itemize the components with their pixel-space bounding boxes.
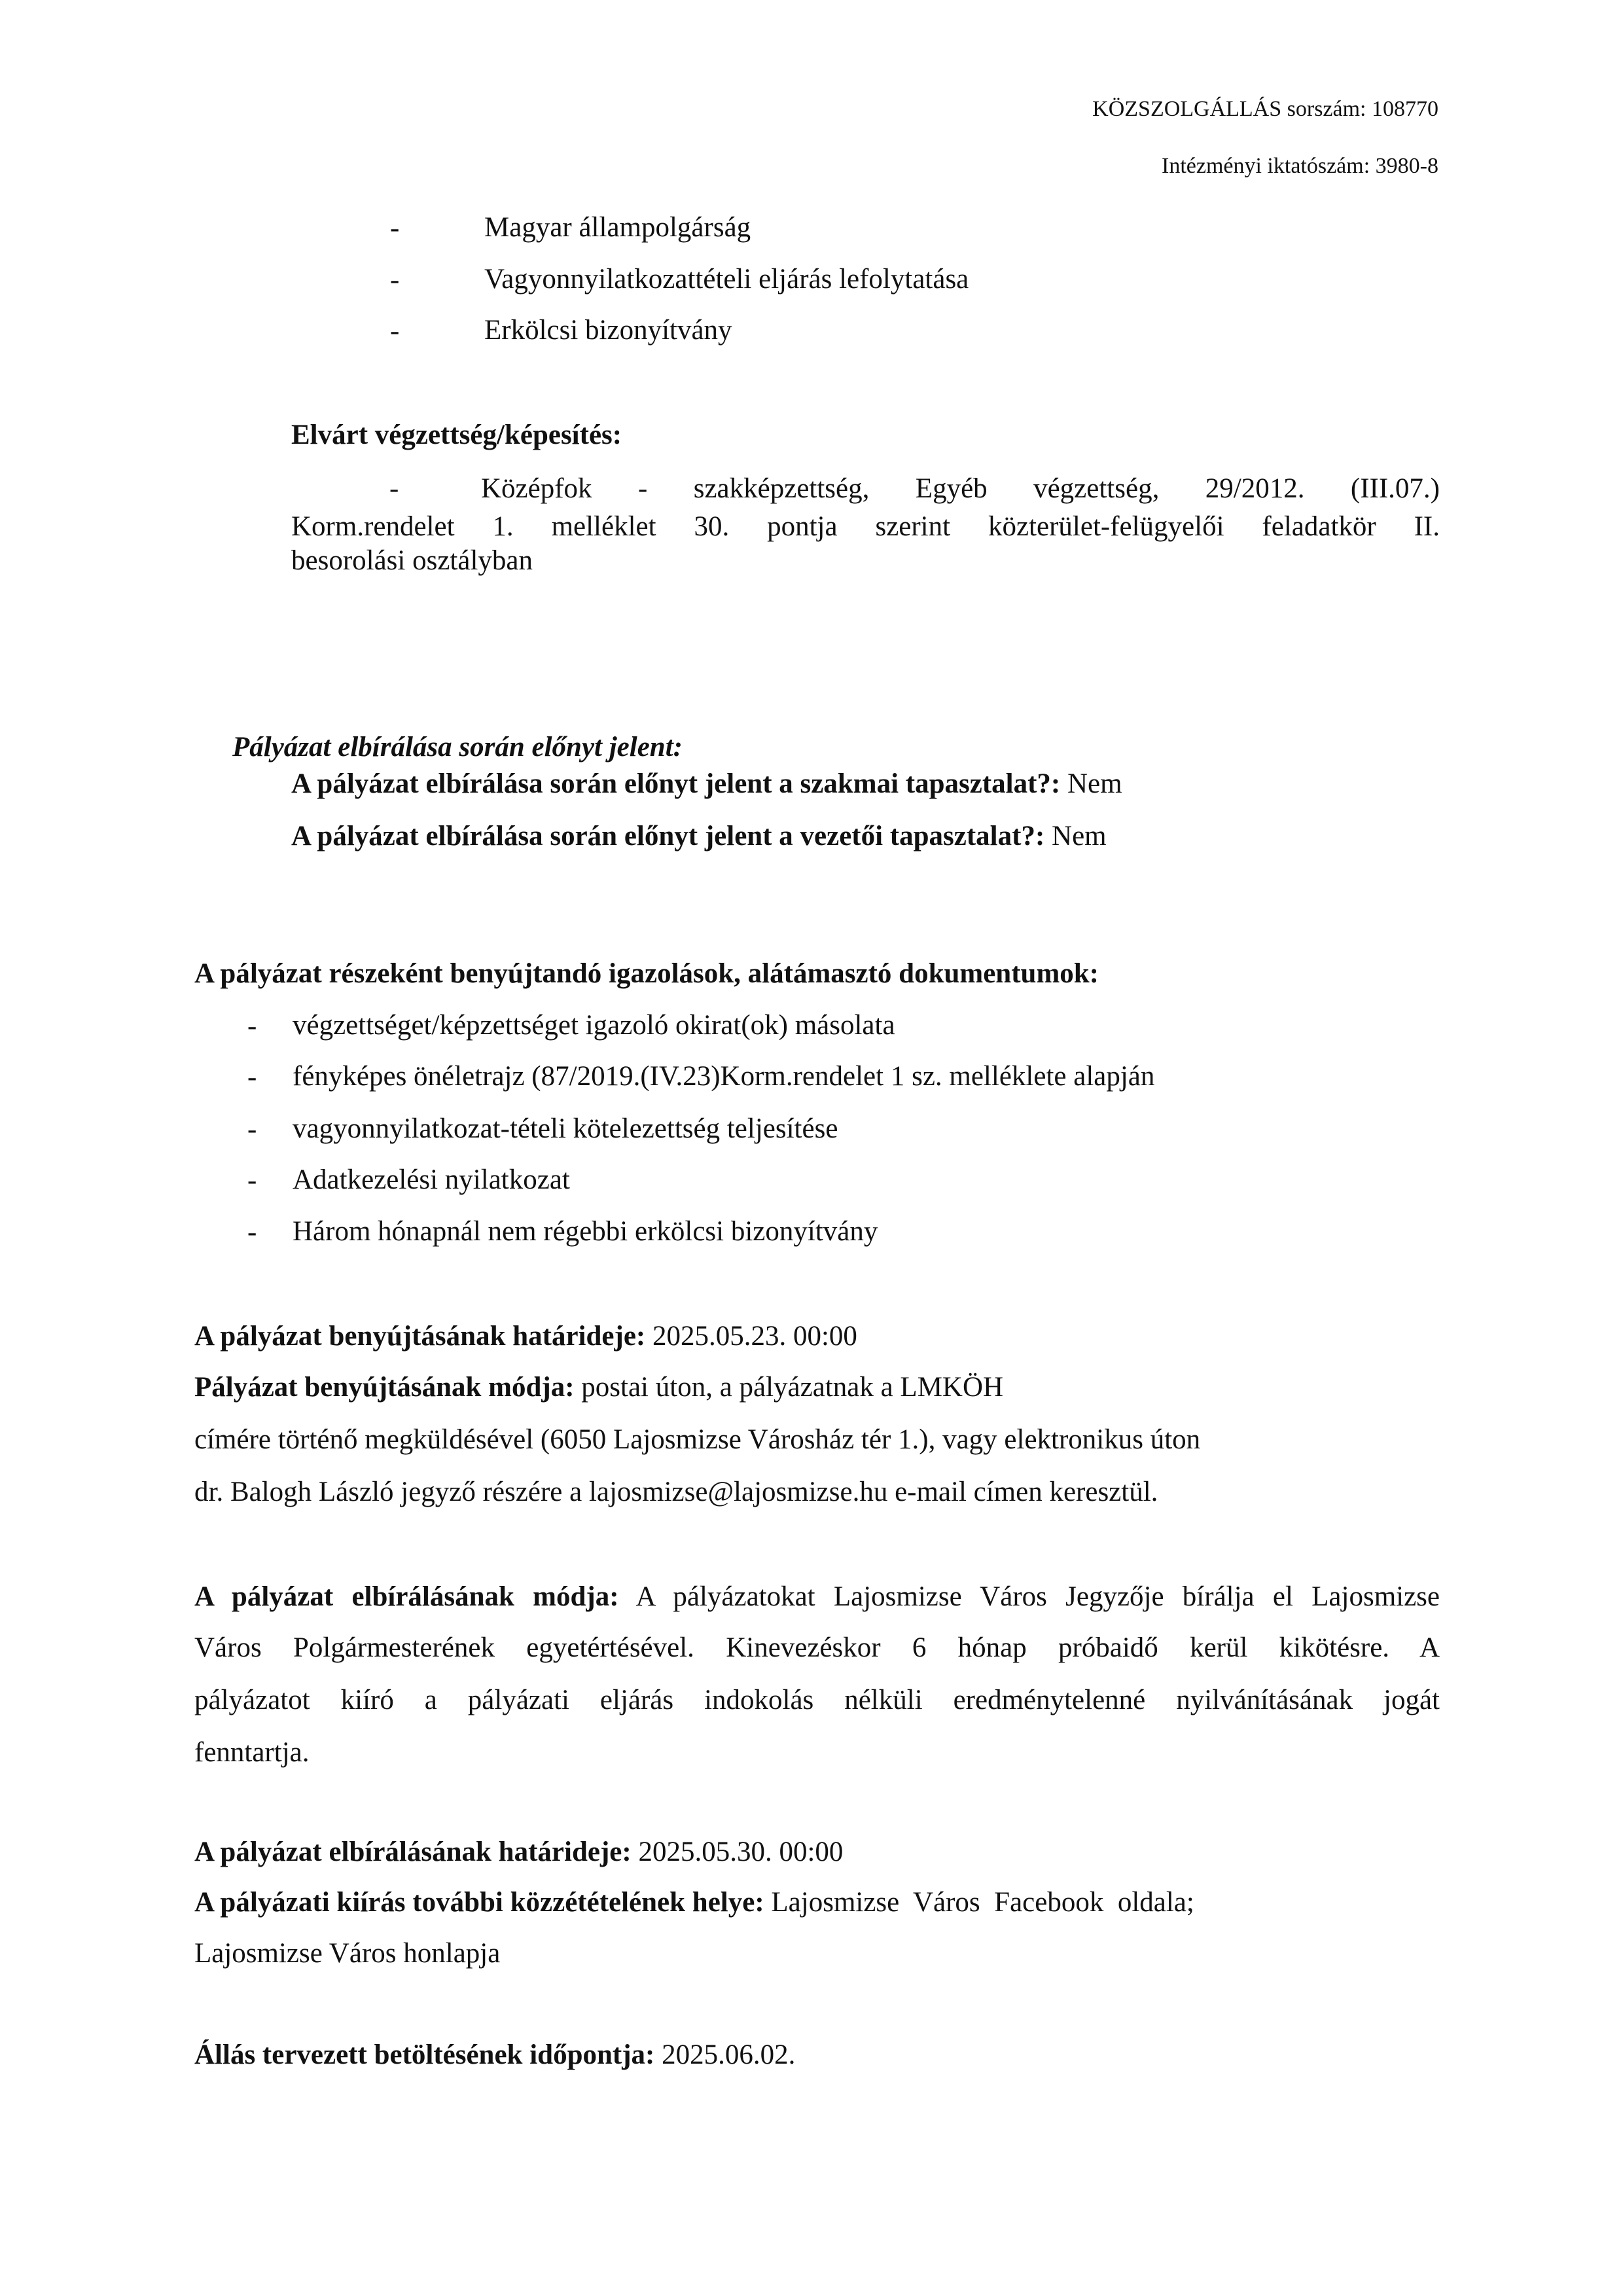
- evaluation-method-label: A pályázat elbírálásának módja:: [194, 1581, 619, 1612]
- documents-heading: A pályázat részeként benyújtandó igazolások, alátámasztó dokumentumok:: [194, 958, 1099, 989]
- start-date: [194, 2041, 795, 2069]
- submission-deadline-label: A pályázat benyújtásának határideje:: [194, 1321, 646, 1352]
- job-number: KÖZSZOLGÁLLÁS sorszám: 108770: [1092, 97, 1438, 121]
- registration-number: Intézményi iktatószám: 3980-8: [1162, 154, 1438, 178]
- requirement-text: Vagyonnyilatkozattételi eljárás lefolytatása: [484, 264, 969, 295]
- education-text-2: Korm.rendelet 1. melléklet 30. pontja szerint közterület-felügyelői feladatkör II.: [291, 511, 1440, 542]
- requirement-text: Magyar állampolgárság: [484, 212, 751, 243]
- publication-text-1: Lajosmizse Város Facebook oldala;: [771, 1887, 1194, 1918]
- evaluation-text-2: Város Polgármesterének egyetértésével. Kinevezéskor 6 hónap próbaidő kerül kikötésre. A: [194, 1632, 1440, 1663]
- education-line-1: [291, 473, 1440, 505]
- advantages-heading: Pályázat elbírálása során előnyt jelent:: [232, 732, 683, 762]
- submission-method-text-1: postai úton, a pályázatnak a LMKÖH: [581, 1372, 1004, 1403]
- submission-method: [194, 1373, 1003, 1401]
- document-text: Három hónapnál nem régebbi erkölcsi bizonyítvány: [293, 1216, 878, 1247]
- advantage-item: [291, 770, 1122, 798]
- document-text: fényképes önéletrajz (87/2019.(IV.23)Korm.rendelet 1 sz. melléklete alapján: [293, 1061, 1155, 1092]
- dash-bullet: -: [247, 1114, 257, 1145]
- document-text: végzettséget/képzettséget igazoló okirat(ok) másolata: [293, 1010, 895, 1041]
- requirement-text: Erkölcsi bizonyítvány: [484, 315, 732, 346]
- submission-method-text-3: dr. Balogh László jegyző részére a lajosmizse@lajosmizse.hu e-mail címen keresztül.: [194, 1477, 1158, 1507]
- education-text-3: besorolási osztályban: [291, 545, 533, 576]
- dash-bullet: -: [390, 213, 400, 243]
- advantage-value: Nem: [1067, 768, 1122, 799]
- submission-deadline-value: 2025.05.23. 00:00: [652, 1321, 857, 1352]
- dash-bullet: -: [247, 1062, 257, 1092]
- education-text-1: Középfok - szakképzettség, Egyéb végzettség, 29/2012. (III.07.): [481, 473, 1440, 504]
- publication: [194, 1888, 1194, 1916]
- evaluation-deadline-label: A pályázat elbírálásának határideje:: [194, 1837, 632, 1867]
- dash-bullet: -: [389, 473, 399, 504]
- advantage-label: A pályázat elbírálása során előnyt jelent a szakmai tapasztalat?:: [291, 768, 1061, 799]
- evaluation-method: [194, 1581, 1440, 1613]
- publication-label: A pályázati kiírás további közzétételének helye:: [194, 1887, 764, 1918]
- submission-deadline: [194, 1322, 857, 1350]
- advantage-item: [291, 822, 1107, 850]
- start-date-value: 2025.06.02.: [662, 2039, 796, 2070]
- document-text: vagyonnyilatkozat-tételi kötelezettség teljesítése: [293, 1113, 838, 1144]
- evaluation-text-3: pályázatot kiíró a pályázati eljárás indokolás nélküli eredménytelenné nyilvánításának jogát: [194, 1685, 1440, 1715]
- evaluation-deadline-value: 2025.05.30. 00:00: [638, 1837, 844, 1867]
- dash-bullet: -: [390, 264, 400, 295]
- dash-bullet: -: [390, 315, 400, 346]
- dash-bullet: -: [247, 1011, 257, 1041]
- advantage-label: A pályázat elbírálása során előnyt jelent a vezetői tapasztalat?:: [291, 821, 1045, 852]
- evaluation-deadline: [194, 1838, 843, 1866]
- start-date-label: Állás tervezett betöltésének időpontja:: [194, 2039, 655, 2070]
- document-text: Adatkezelési nyilatkozat: [293, 1164, 570, 1195]
- dash-bullet: -: [247, 1165, 257, 1196]
- submission-method-label: Pályázat benyújtásának módja:: [194, 1372, 575, 1403]
- publication-text-2: Lajosmizse Város honlapja: [194, 1938, 501, 1969]
- submission-method-text-2: címére történő megküldésével (6050 Lajosmizse Városház tér 1.), vagy elektronikus úton: [194, 1424, 1201, 1455]
- dash-bullet: -: [247, 1217, 257, 1247]
- education-heading: Elvárt végzettség/képesítés:: [291, 420, 622, 450]
- evaluation-text-4: fenntartja.: [194, 1737, 310, 1768]
- evaluation-text-1: A pályázatokat Lajosmizse Város Jegyzője bírálja el Lajosmizse: [635, 1581, 1440, 1612]
- advantage-value: Nem: [1052, 821, 1107, 852]
